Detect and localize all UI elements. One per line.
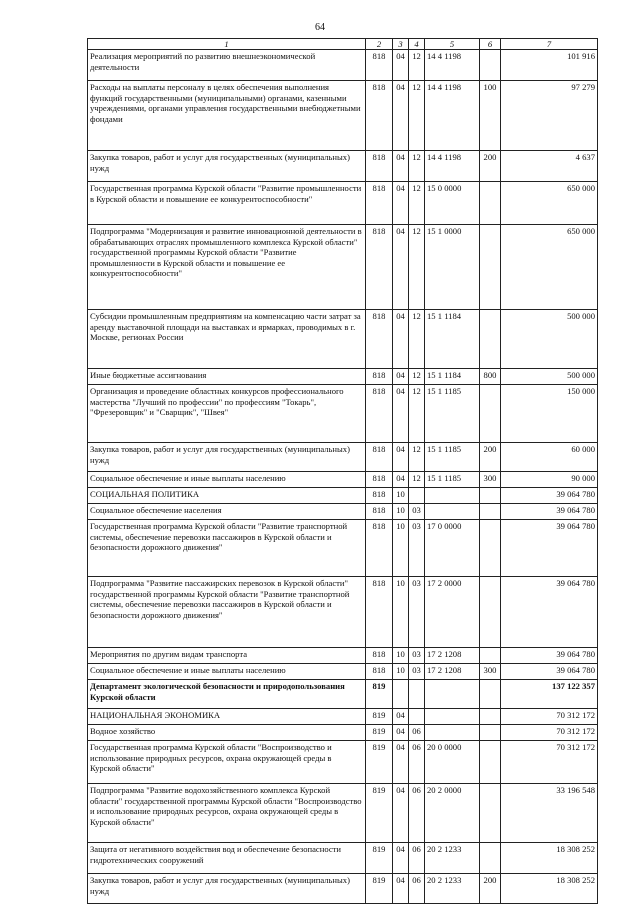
row-amount: 60 000	[501, 443, 598, 472]
row-grbs-code: 818	[366, 520, 393, 577]
row-subsection-code: 12	[409, 310, 425, 369]
row-section-code: 04	[393, 81, 409, 151]
column-header-grbs: 2	[366, 39, 393, 50]
row-name: Реализация мероприятий по развитию внешнеэкономической деятельности	[88, 50, 366, 81]
row-expense-type-code	[480, 725, 501, 741]
row-expense-type-code	[480, 504, 501, 520]
row-grbs-code: 818	[366, 310, 393, 369]
row-subsection-code: 06	[409, 725, 425, 741]
table-row	[88, 504, 598, 520]
row-grbs-code: 818	[366, 182, 393, 225]
row-amount: 33 196 548	[501, 784, 598, 843]
row-target-article-code: 20 0 0000	[425, 741, 480, 784]
row-grbs-code: 818	[366, 648, 393, 664]
row-target-article-code: 15 1 1184	[425, 369, 480, 385]
table-row	[88, 151, 598, 182]
row-section-code: 04	[393, 151, 409, 182]
table-row	[88, 50, 598, 81]
row-subsection-code: 06	[409, 843, 425, 874]
row-target-article-code: 14 4 1198	[425, 50, 480, 81]
row-name: НАЦИОНАЛЬНАЯ ЭКОНОМИКА	[88, 709, 366, 725]
row-grbs-code: 818	[366, 81, 393, 151]
row-target-article-code: 15 0 0000	[425, 182, 480, 225]
row-section-code: 04	[393, 385, 409, 443]
row-target-article-code: 14 4 1198	[425, 81, 480, 151]
row-subsection-code: 06	[409, 874, 425, 904]
row-target-article-code: 17 2 0000	[425, 577, 480, 648]
table-body	[88, 50, 598, 904]
row-name: Департамент экологической безопасности и природопользования Курской области	[88, 680, 366, 709]
row-target-article-code	[425, 680, 480, 709]
row-target-article-code: 15 1 1185	[425, 385, 480, 443]
row-amount: 39 064 780	[501, 577, 598, 648]
row-subsection-code: 12	[409, 472, 425, 488]
row-target-article-code: 17 0 0000	[425, 520, 480, 577]
row-expense-type-code	[480, 784, 501, 843]
row-name: Водное хозяйство	[88, 725, 366, 741]
row-grbs-code: 818	[366, 504, 393, 520]
row-section-code: 04	[393, 874, 409, 904]
row-target-article-code: 15 1 1185	[425, 472, 480, 488]
row-grbs-code: 819	[366, 725, 393, 741]
row-amount: 70 312 172	[501, 709, 598, 725]
row-section-code: 04	[393, 369, 409, 385]
row-expense-type-code	[480, 520, 501, 577]
row-expense-type-code: 200	[480, 151, 501, 182]
row-section-code: 10	[393, 520, 409, 577]
row-grbs-code: 818	[366, 472, 393, 488]
table-row	[88, 664, 598, 680]
row-section-code: 04	[393, 725, 409, 741]
row-grbs-code: 819	[366, 874, 393, 904]
row-subsection-code: 06	[409, 784, 425, 843]
row-subsection-code: 12	[409, 151, 425, 182]
table-row	[88, 182, 598, 225]
row-name: Социальное обеспечение и иные выплаты населению	[88, 472, 366, 488]
row-expense-type-code	[480, 709, 501, 725]
row-grbs-code: 819	[366, 843, 393, 874]
row-target-article-code	[425, 488, 480, 504]
table-row	[88, 488, 598, 504]
row-amount: 39 064 780	[501, 504, 598, 520]
row-section-code: 04	[393, 784, 409, 843]
row-name: Организация и проведение областных конкурсов профессионального мастерства "Лучший по профессии" по профессиям "Токарь", "Фрезеровщик" и "Сварщик", "Швея"	[88, 385, 366, 443]
row-subsection-code	[409, 680, 425, 709]
row-amount: 150 000	[501, 385, 598, 443]
row-expense-type-code: 200	[480, 443, 501, 472]
row-amount: 70 312 172	[501, 725, 598, 741]
row-subsection-code: 12	[409, 385, 425, 443]
row-name: Расходы на выплаты персоналу в целях обеспечения выполнения функций государственными (муниципальными) органами, казенными учреждениями, органами управления государственными внебюджетными фондами	[88, 81, 366, 151]
row-name: Субсидии промышленным предприятиям на компенсацию части затрат за аренду выставочной площади на выставках и ярмарках, проводимых в г. Москве, регионах России	[88, 310, 366, 369]
row-target-article-code	[425, 725, 480, 741]
row-target-article-code: 15 1 0000	[425, 225, 480, 310]
row-section-code: 04	[393, 225, 409, 310]
row-expense-type-code	[480, 741, 501, 784]
table-row	[88, 843, 598, 874]
table-row	[88, 310, 598, 369]
row-section-code: 10	[393, 504, 409, 520]
row-amount: 18 308 252	[501, 874, 598, 904]
row-amount: 90 000	[501, 472, 598, 488]
row-amount: 39 064 780	[501, 648, 598, 664]
row-amount: 650 000	[501, 225, 598, 310]
row-expense-type-code	[480, 225, 501, 310]
table-row	[88, 680, 598, 709]
row-subsection-code: 12	[409, 369, 425, 385]
row-section-code: 04	[393, 741, 409, 784]
row-name: Защита от негативного воздействия вод и обеспечение безопасности гидротехнических сооружений	[88, 843, 366, 874]
row-target-article-code: 20 2 1233	[425, 874, 480, 904]
row-amount: 97 279	[501, 81, 598, 151]
row-section-code: 10	[393, 577, 409, 648]
row-expense-type-code: 200	[480, 874, 501, 904]
row-amount: 137 122 357	[501, 680, 598, 709]
row-subsection-code	[409, 709, 425, 725]
row-section-code: 10	[393, 648, 409, 664]
row-section-code: 04	[393, 50, 409, 81]
row-section-code: 10	[393, 664, 409, 680]
row-expense-type-code	[480, 50, 501, 81]
row-grbs-code: 818	[366, 385, 393, 443]
row-name: Государственная программа Курской области "Воспроизводство и использование природных ресурсов, охрана окружающей среды в Курской области"	[88, 741, 366, 784]
table-row	[88, 741, 598, 784]
row-grbs-code: 819	[366, 709, 393, 725]
row-amount: 39 064 780	[501, 520, 598, 577]
row-name: Закупка товаров, работ и услуг для государственных (муниципальных) нужд	[88, 874, 366, 904]
row-amount: 39 064 780	[501, 664, 598, 680]
row-target-article-code: 14 4 1198	[425, 151, 480, 182]
row-expense-type-code: 300	[480, 664, 501, 680]
row-target-article-code: 15 1 1185	[425, 443, 480, 472]
row-subsection-code: 12	[409, 443, 425, 472]
table-row	[88, 709, 598, 725]
row-subsection-code: 12	[409, 225, 425, 310]
row-expense-type-code: 100	[480, 81, 501, 151]
row-name: Закупка товаров, работ и услуг для государственных (муниципальных) нужд	[88, 151, 366, 182]
row-expense-type-code	[480, 577, 501, 648]
budget-table	[87, 38, 598, 904]
row-subsection-code: 03	[409, 504, 425, 520]
table-row	[88, 725, 598, 741]
page-number: 64	[315, 22, 325, 33]
row-expense-type-code	[480, 843, 501, 874]
row-target-article-code	[425, 709, 480, 725]
row-subsection-code: 12	[409, 50, 425, 81]
row-name: Подпрограмма "Модернизация и развитие инновационной деятельности в обрабатывающих отраслях промышленного комплекса Курской области" государственной программы Курской области "Развитие промышленности в Курской области и повышение ее конкурентоспособности"	[88, 225, 366, 310]
row-expense-type-code	[480, 310, 501, 369]
table-row	[88, 81, 598, 151]
row-target-article-code: 20 2 1233	[425, 843, 480, 874]
row-amount: 101 916	[501, 50, 598, 81]
row-grbs-code: 818	[366, 151, 393, 182]
row-name: Закупка товаров, работ и услуг для государственных (муниципальных) нужд	[88, 443, 366, 472]
row-name: Мероприятия по другим видам транспорта	[88, 648, 366, 664]
row-subsection-code: 12	[409, 81, 425, 151]
row-name: Государственная программа Курской области "Развитие транспортной системы, обеспечение перевозки пассажиров в Курской области и безопасности дорожного движения"	[88, 520, 366, 577]
row-name: СОЦИАЛЬНАЯ ПОЛИТИКА	[88, 488, 366, 504]
row-subsection-code: 12	[409, 182, 425, 225]
table-row	[88, 385, 598, 443]
row-section-code	[393, 680, 409, 709]
row-expense-type-code	[480, 648, 501, 664]
row-subsection-code: 03	[409, 577, 425, 648]
table-row	[88, 443, 598, 472]
row-target-article-code	[425, 504, 480, 520]
row-section-code: 04	[393, 443, 409, 472]
row-subsection-code: 03	[409, 648, 425, 664]
row-target-article-code: 20 2 0000	[425, 784, 480, 843]
column-header-vr: 6	[480, 39, 501, 50]
row-amount: 500 000	[501, 310, 598, 369]
row-section-code: 04	[393, 843, 409, 874]
row-expense-type-code	[480, 680, 501, 709]
row-target-article-code: 17 2 1208	[425, 664, 480, 680]
row-grbs-code: 819	[366, 680, 393, 709]
table-row	[88, 225, 598, 310]
table-row	[88, 577, 598, 648]
row-name: Иные бюджетные ассигнования	[88, 369, 366, 385]
row-amount: 650 000	[501, 182, 598, 225]
row-grbs-code: 818	[366, 577, 393, 648]
row-expense-type-code	[480, 488, 501, 504]
row-grbs-code: 819	[366, 741, 393, 784]
row-grbs-code: 818	[366, 664, 393, 680]
table-row	[88, 472, 598, 488]
row-section-code: 10	[393, 488, 409, 504]
row-subsection-code: 06	[409, 741, 425, 784]
row-name: Государственная программа Курской области "Развитие промышленности в Курской области и повышение ее конкурентоспособности"	[88, 182, 366, 225]
row-section-code: 04	[393, 182, 409, 225]
row-name: Подпрограмма "Развитие водохозяйственного комплекса Курской области" государственной программы Курской области "Воспроизводство и использование природных ресурсов, охрана окружающей среды в Курской области"	[88, 784, 366, 843]
row-grbs-code: 818	[366, 369, 393, 385]
column-header-sum: 7	[501, 39, 598, 50]
row-name: Социальное обеспечение и иные выплаты населению	[88, 664, 366, 680]
row-amount: 500 000	[501, 369, 598, 385]
row-section-code: 04	[393, 709, 409, 725]
row-grbs-code: 818	[366, 443, 393, 472]
table-row	[88, 874, 598, 904]
row-target-article-code: 15 1 1184	[425, 310, 480, 369]
column-header-rz: 3	[393, 39, 409, 50]
row-subsection-code: 03	[409, 664, 425, 680]
row-amount: 4 637	[501, 151, 598, 182]
row-expense-type-code: 300	[480, 472, 501, 488]
row-grbs-code: 818	[366, 50, 393, 81]
row-name: Социальное обеспечение населения	[88, 504, 366, 520]
row-section-code: 04	[393, 310, 409, 369]
row-name: Подпрограмма "Развитие пассажирских перевозок в Курской области" государственной программы Курской области "Развитие транспортной системы, обеспечение перевозки пассажиров в Курской области и безопасности дорожного движения"	[88, 577, 366, 648]
row-amount: 39 064 780	[501, 488, 598, 504]
table-row	[88, 520, 598, 577]
row-grbs-code: 818	[366, 225, 393, 310]
row-amount: 70 312 172	[501, 741, 598, 784]
row-expense-type-code: 800	[480, 369, 501, 385]
row-expense-type-code	[480, 182, 501, 225]
table-header-row	[88, 39, 598, 50]
row-amount: 18 308 252	[501, 843, 598, 874]
row-grbs-code: 818	[366, 488, 393, 504]
table-row	[88, 784, 598, 843]
row-grbs-code: 819	[366, 784, 393, 843]
row-section-code: 04	[393, 472, 409, 488]
row-subsection-code: 03	[409, 520, 425, 577]
column-header-pr: 4	[409, 39, 425, 50]
row-target-article-code: 17 2 1208	[425, 648, 480, 664]
row-expense-type-code	[480, 385, 501, 443]
table-row	[88, 369, 598, 385]
column-header-csr: 5	[425, 39, 480, 50]
row-subsection-code	[409, 488, 425, 504]
column-header-name: 1	[88, 39, 366, 50]
table-row	[88, 648, 598, 664]
